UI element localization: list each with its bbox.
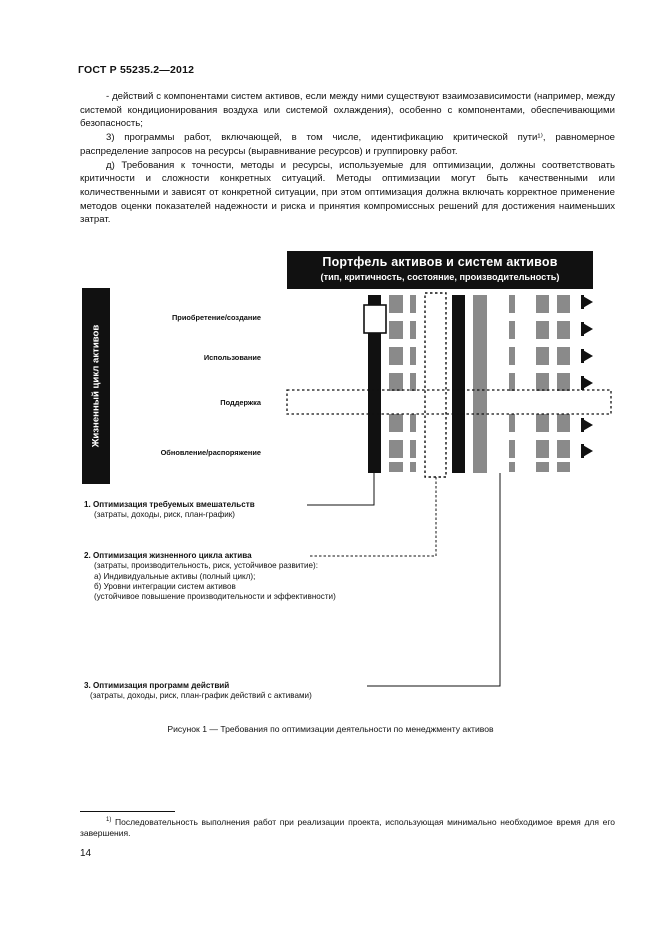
- asset-column-grey-2: [410, 295, 416, 472]
- optimization-2-line-3: б) Уровни интеграции систем активов: [94, 581, 236, 591]
- stage-use: Использование: [203, 353, 261, 362]
- optimization-2: [84, 551, 336, 602]
- optimization-1: [84, 500, 255, 521]
- stage-acquisition: Приобретение/создание: [172, 313, 261, 322]
- asset-column-arrows: [581, 295, 593, 458]
- footnote-rule: [80, 811, 175, 812]
- support-dotted-band: [287, 390, 611, 414]
- page-number: 14: [80, 848, 92, 859]
- portfolio-title: Портфель активов и систем активов: [322, 255, 558, 269]
- paragraph-2: 3) программы работ, включающей, в том числе, идентификацию критической пути¹⁾, равномерное распределение запросов на ресурсы (выравнивание ресурсов) и группировку работ.: [80, 132, 615, 157]
- optimization-1-label: 1. Оптимизация требуемых вмешательств: [84, 500, 255, 509]
- optimization-2-line-1: (затраты, производительность, риск, устойчивое развитие):: [94, 561, 318, 571]
- footnote-text: Последовательность выполнения работ при реализации проекта, использующая минимально необходимое время для его завершения.: [80, 816, 615, 839]
- lifecycle-bar: [82, 288, 110, 484]
- portfolio-title-bar: [287, 251, 593, 289]
- asset-column-grey-solid: [473, 295, 487, 473]
- optimization-2-line-4: (устойчивое повышение производительности и эффективности): [94, 592, 336, 602]
- asset-columns: [389, 295, 570, 473]
- asset-column-grey-5: [557, 295, 570, 472]
- paragraph-3: д) Требования к точности, методы и ресурсы, используемые для оптимизации, должны соответствовать критичности и сложности конкретных ситуаций. Методы оптимизации могут быть качественными или количественными и зависят от конкретной ситуации, при этом оптимизация должна включать корректное применение методов оценки показателей надежности и риска и принятия компромиссных решений для достижения наименьших затрат.: [80, 159, 615, 226]
- optimization-3-label: 3. Оптимизация программ действий: [84, 681, 230, 690]
- lifecycle-label: Жизненный цикл активов: [90, 324, 102, 448]
- asset-column-grey-4: [536, 295, 549, 472]
- optimization-2-line-2: а) Индивидуальные активы (полный цикл);: [94, 571, 256, 581]
- connectors: [307, 473, 500, 686]
- optimization-1-line-1: (затраты, доходы, риск, план-график): [94, 510, 235, 520]
- optimization-3: [84, 681, 312, 702]
- individual-asset-marker: [364, 305, 386, 333]
- optimization-2-label: 2. Оптимизация жизненного цикла актива: [84, 551, 252, 560]
- asset-column-black-2: [452, 295, 465, 473]
- footnote-marker: 1): [106, 817, 112, 823]
- asset-column-grey-3: [509, 295, 515, 472]
- stage-renewal: Обновление/распоряжение: [160, 448, 261, 457]
- paragraph-1: - действий с компонентами систем активов, если между ними существуют взаимозависимости (например, между системой кондиционирования воздуха или системой охлаждения), особенно с компонентами, обеспечивающими безопасность;: [80, 91, 615, 130]
- lifecycle-dotted-column: [425, 293, 446, 477]
- connector-3: [367, 473, 500, 686]
- portfolio-subtitle: (тип, критичность, состояние, производительность): [320, 272, 560, 282]
- document-header: ГОСТ Р 55235.2—2012: [78, 64, 195, 76]
- figure-caption: Рисунок 1 — Требования по оптимизации деятельности по менеджменту активов: [167, 724, 494, 734]
- connector-1: [307, 473, 374, 505]
- optimization-3-line-1: (затраты, доходы, риск, план-график действий с активами): [90, 691, 312, 701]
- asset-column-grey-1: [389, 295, 403, 472]
- stage-support: Поддержка: [220, 398, 261, 407]
- connector-2: [308, 477, 436, 556]
- footnote: [80, 815, 615, 840]
